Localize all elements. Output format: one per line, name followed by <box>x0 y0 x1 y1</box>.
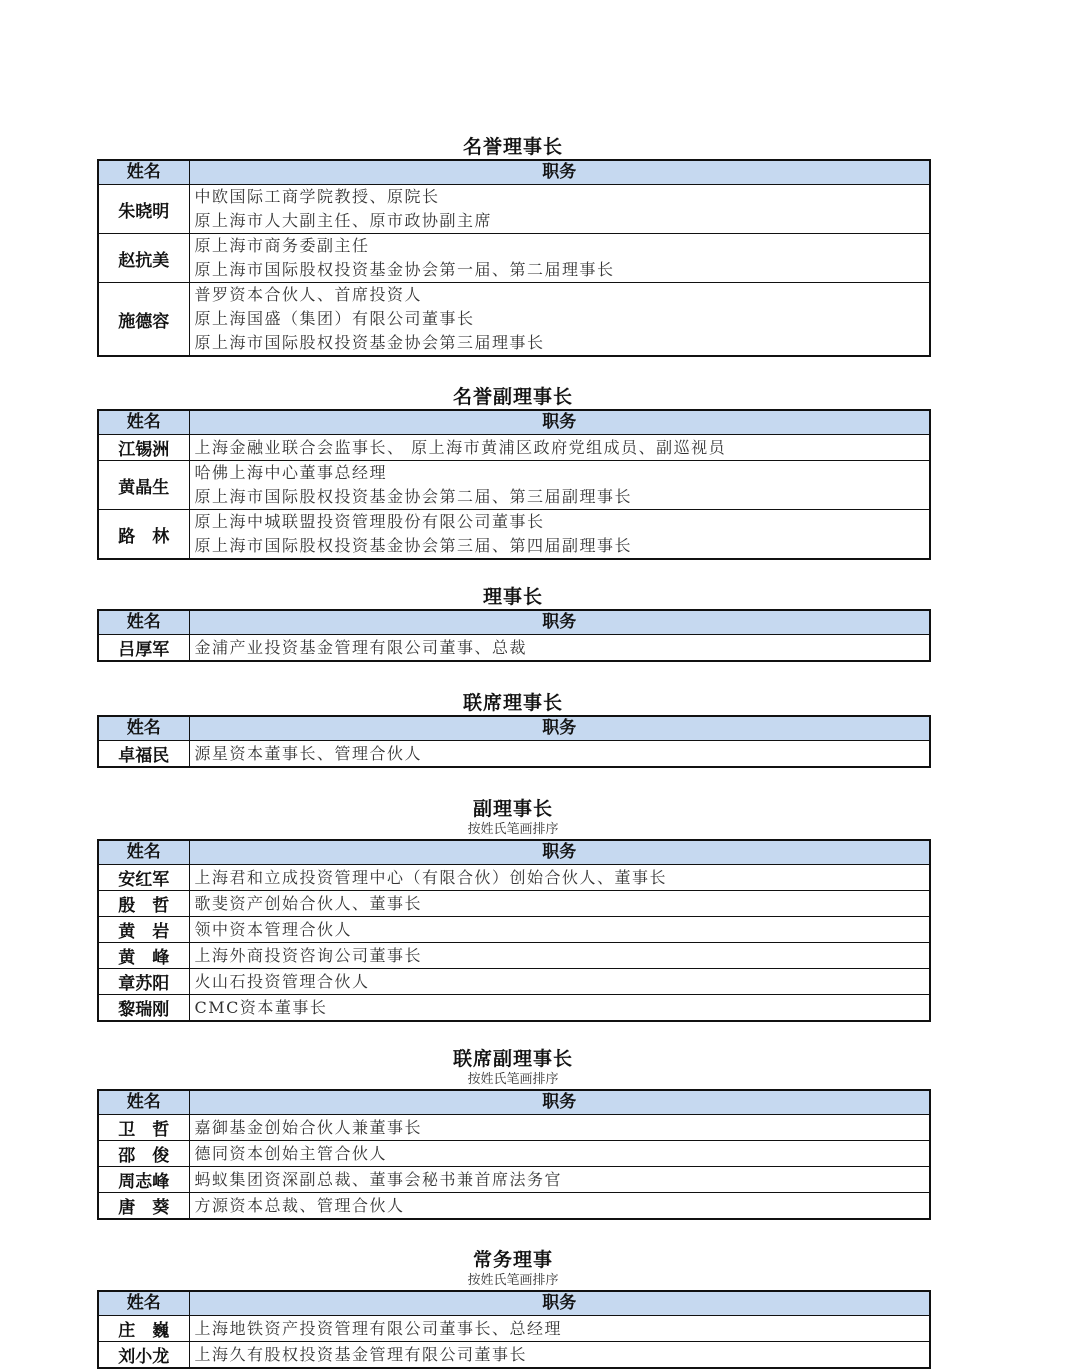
table-header-row <box>98 1090 930 1115</box>
section-sort-note: 按姓氏笔画排序 <box>467 1072 559 1087</box>
member-duties <box>189 943 930 969</box>
duty-line: 方源资本总裁、管理合伙人 <box>194 1195 405 1215</box>
roster-table <box>97 1089 931 1220</box>
member-name: 赵抗美 <box>98 234 189 283</box>
table-row <box>98 917 930 943</box>
member-name: 江锡洲 <box>98 435 189 461</box>
column-header-duty: 职务 <box>189 610 930 635</box>
duty-line: 原上海市国际股权投资基金协会第三届理事长 <box>194 333 545 352</box>
member-duties <box>189 995 930 1022</box>
table-row <box>98 865 930 891</box>
table-row <box>98 995 930 1022</box>
member-duties <box>189 1167 930 1193</box>
member-duties <box>189 1193 930 1220</box>
duty-line: 金浦产业投资基金管理有限公司董事、总裁 <box>194 637 528 657</box>
table-header-row <box>98 160 930 185</box>
member-name: 黄晶生 <box>98 461 189 510</box>
section-chairman <box>97 585 929 662</box>
member-duties <box>189 741 930 768</box>
section-honorary-chairman <box>97 135 929 357</box>
column-header-name: 姓名 <box>98 1090 189 1115</box>
roster-table <box>97 1290 931 1369</box>
column-header-name: 姓名 <box>98 610 189 635</box>
duty-line: 蚂蚁集团资深副总裁、董事会秘书兼首席法务官 <box>194 1169 563 1189</box>
roster-table <box>97 839 931 1022</box>
table-row <box>98 283 930 357</box>
duty-line: 上海地铁资产投资管理有限公司董事长、总经理 <box>194 1318 563 1338</box>
member-name: 朱晓明 <box>98 185 189 234</box>
member-name: 安红军 <box>98 865 189 891</box>
member-name: 周志峰 <box>98 1167 189 1193</box>
column-header-name: 姓名 <box>98 1291 189 1316</box>
column-header-name: 姓名 <box>98 410 189 435</box>
member-duties <box>189 1141 930 1167</box>
table-row <box>98 1167 930 1193</box>
roster-table <box>97 159 931 357</box>
duty-line: 中欧国际工商学院教授、原院长 <box>194 187 440 206</box>
member-duties <box>189 865 930 891</box>
duty-line: 上海君和立成投资管理中心（有限合伙）创始合伙人、董事长 <box>194 867 668 887</box>
table-row <box>98 185 930 234</box>
section-honorary-vice-chairman <box>97 385 929 560</box>
duty-line: 原上海中城联盟投资管理股份有限公司董事长 <box>194 512 545 531</box>
column-header-duty: 职务 <box>189 410 930 435</box>
member-name: 庄 巍 <box>98 1316 189 1342</box>
member-duties <box>189 891 930 917</box>
table-row <box>98 943 930 969</box>
member-name: 唐 葵 <box>98 1193 189 1220</box>
duty-line: 歌斐资产创始合伙人、董事长 <box>194 893 423 913</box>
duty-line: 德同资本创始主管合伙人 <box>194 1143 388 1163</box>
roster-table <box>97 609 931 662</box>
table-header-row <box>98 716 930 741</box>
duty-line: 原上海市国际股权投资基金协会第三届、第四届副理事长 <box>194 536 633 555</box>
member-name: 黄 峰 <box>98 943 189 969</box>
roster-table <box>97 409 931 560</box>
table-row <box>98 1141 930 1167</box>
section-rotating-vice-chairman <box>97 1047 929 1220</box>
section-executive-director <box>97 1248 929 1369</box>
member-duties <box>189 435 930 461</box>
member-duties <box>189 969 930 995</box>
duty-line: 哈佛上海中心董事总经理 <box>194 463 388 482</box>
member-duties <box>189 185 930 234</box>
table-header-row <box>98 610 930 635</box>
member-duties <box>189 1316 930 1342</box>
column-header-name: 姓名 <box>98 716 189 741</box>
roster-table <box>97 715 931 768</box>
table-row <box>98 891 930 917</box>
member-name: 吕厚军 <box>98 635 189 662</box>
column-header-duty: 职务 <box>189 1291 930 1316</box>
duty-line: 原上海市人大副主任、原市政协副主席 <box>194 211 493 230</box>
duty-line: 上海外商投资咨询公司董事长 <box>194 945 423 965</box>
column-header-duty: 职务 <box>189 840 930 865</box>
table-row <box>98 1193 930 1220</box>
member-name: 施德容 <box>98 283 189 357</box>
section-title: 名誉副理事长 <box>452 386 573 408</box>
duty-line: 领中资本管理合伙人 <box>194 919 353 939</box>
member-name: 黎瑞刚 <box>98 995 189 1022</box>
section-title: 常务理事 <box>472 1249 553 1271</box>
section-title: 理事长 <box>482 586 543 608</box>
duty-line: 普罗资本合伙人、首席投资人 <box>194 285 423 304</box>
member-name: 路 林 <box>98 510 189 560</box>
duty-line: 上海久有股权投资基金管理有限公司董事长 <box>194 1344 528 1364</box>
column-header-name: 姓名 <box>98 840 189 865</box>
column-header-name: 姓名 <box>98 160 189 185</box>
duty-line: 嘉御基金创始合伙人兼董事长 <box>194 1117 423 1137</box>
section-vice-chairman <box>97 797 929 1022</box>
member-name: 卓福民 <box>98 741 189 768</box>
member-name: 章苏阳 <box>98 969 189 995</box>
column-header-duty: 职务 <box>189 1090 930 1115</box>
duty-line: 原上海市国际股权投资基金协会第二届、第三届副理事长 <box>194 487 633 506</box>
table-row <box>98 461 930 510</box>
table-row <box>98 1316 930 1342</box>
member-name: 刘小龙 <box>98 1342 189 1369</box>
table-header-row <box>98 840 930 865</box>
table-row <box>98 969 930 995</box>
member-name: 黄 岩 <box>98 917 189 943</box>
column-header-duty: 职务 <box>189 160 930 185</box>
table-header-row <box>98 1291 930 1316</box>
duty-line: 源星资本董事长、管理合伙人 <box>194 743 423 763</box>
duty-line: 原上海市商务委副主任 <box>194 236 370 255</box>
section-rotating-chairman <box>97 691 929 768</box>
section-sort-note: 按姓氏笔画排序 <box>467 1273 559 1288</box>
member-duties <box>189 510 930 560</box>
table-row <box>98 635 930 662</box>
member-duties <box>189 635 930 662</box>
section-sort-note: 按姓氏笔画排序 <box>467 822 559 837</box>
table-row <box>98 234 930 283</box>
column-header-duty: 职务 <box>189 716 930 741</box>
duty-line: CMC资本董事长 <box>194 997 328 1017</box>
table-row <box>98 1342 930 1369</box>
table-header-row <box>98 410 930 435</box>
section-title: 副理事长 <box>472 798 553 820</box>
duty-line: 火山石投资管理合伙人 <box>194 971 370 991</box>
table-row <box>98 435 930 461</box>
member-duties <box>189 234 930 283</box>
section-title: 名誉理事长 <box>462 136 563 158</box>
member-duties <box>189 461 930 510</box>
section-title: 联席副理事长 <box>452 1048 573 1070</box>
duty-line: 上海金融业联合会监事长、 原上海市黄浦区政府党组成员、副巡视员 <box>194 437 727 457</box>
member-name: 邵 俊 <box>98 1141 189 1167</box>
member-name: 殷 哲 <box>98 891 189 917</box>
section-title: 联席理事长 <box>462 692 563 714</box>
table-row <box>98 1115 930 1141</box>
member-duties <box>189 1115 930 1141</box>
member-duties <box>189 1342 930 1369</box>
duty-line: 原上海国盛（集团）有限公司董事长 <box>194 309 475 328</box>
table-row <box>98 741 930 768</box>
member-name: 卫 哲 <box>98 1115 189 1141</box>
member-duties <box>189 917 930 943</box>
table-row <box>98 510 930 560</box>
member-duties <box>189 283 930 357</box>
duty-line: 原上海市国际股权投资基金协会第一届、第二届理事长 <box>194 260 615 279</box>
